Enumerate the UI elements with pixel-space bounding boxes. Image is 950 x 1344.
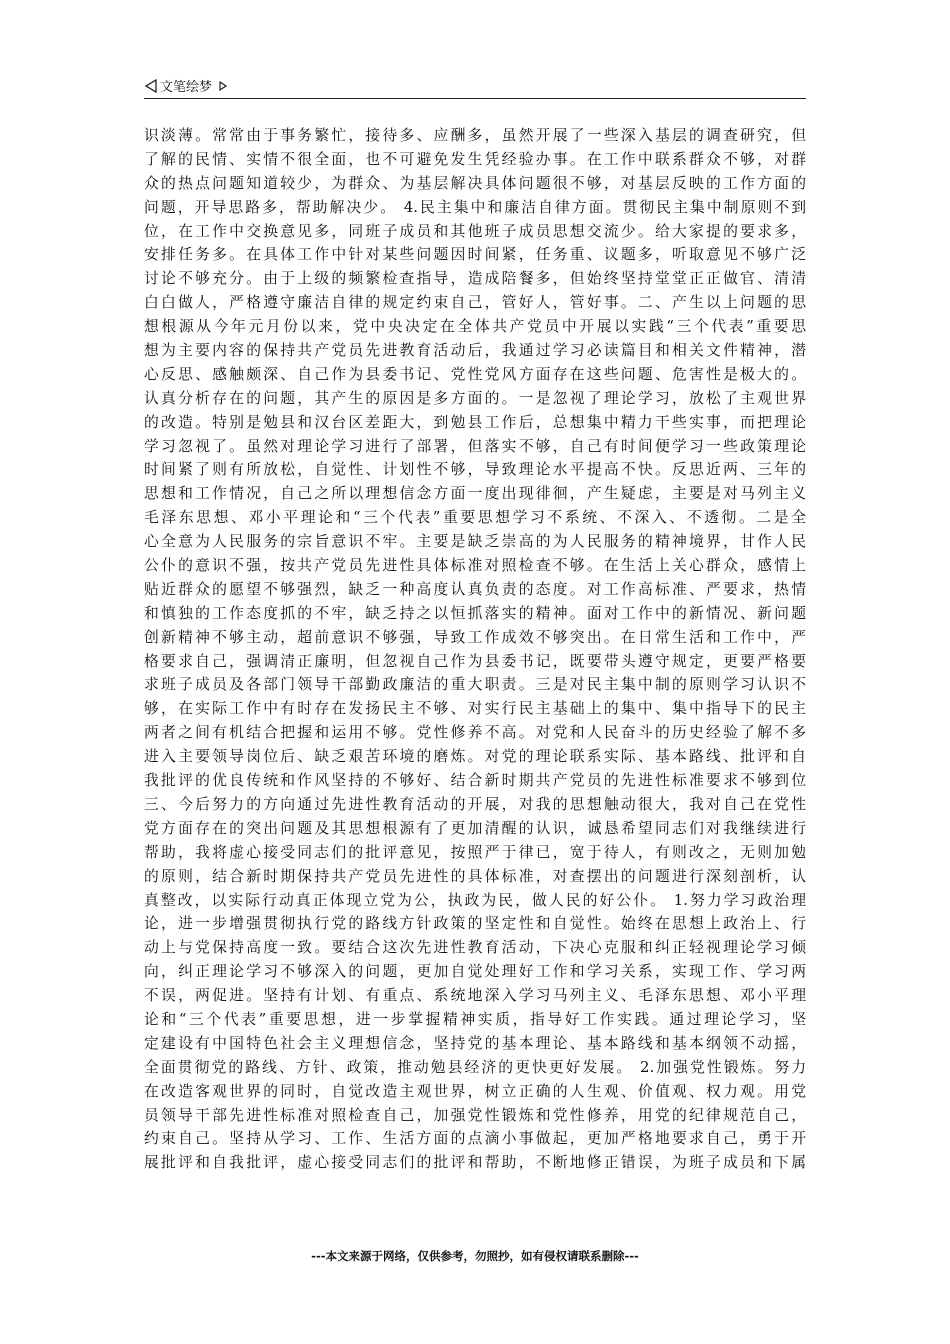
page-header <box>144 72 806 99</box>
text-line: 全面贯彻党的路线、方针、政策，推动勉县经济的更快更好发展。 2.加强党性锻炼。努力 <box>144 1058 806 1076</box>
text-line: 的改造。特别是勉县和汉台区差距大，到勉县工作后，总想集中精力干些实事，而把理论 <box>144 413 806 431</box>
text-line: 向，纠正理论学习不够深入的问题，更加自觉处理好工作和学习关系，实现工作、学习两 <box>144 963 806 981</box>
text-line: 创新精神不够主动，超前意识不够强，导致工作成效不够突出。在日常生活和工作中，严 <box>144 628 806 646</box>
text-line: 我批评的优良传统和作风坚持的不够好、结合新时期共产党员的先进性标准要求不够到位 <box>144 772 806 790</box>
text-line: 的原则，结合新时期保持共产党员先进性的具体标准，对查摆出的问题进行深刻剖析，认 <box>144 867 806 885</box>
brand-label: 文笔绘梦 <box>160 80 213 95</box>
text-line: 了解的民情、实情不很全面，也不可避免发生凭经验办事。在工作中联系群众不够，对群 <box>144 150 806 168</box>
text-line: 不误，两促进。坚持有计划、有重点、系统地深入学习马列主义、毛泽东思想、邓小平理 <box>144 987 806 1005</box>
text-line: 想为主要内容的保持共产党员先进教育活动后，我通过学习必读篇目和相关文件精神，潜 <box>144 342 806 360</box>
text-line: 三、今后努力的方向通过先进性教育活动的开展，对我的思想触动很大，我对自己在党性 <box>144 795 806 813</box>
text-line: 公仆的意识不强，按共产党员先进性具体标准对照检查不够。在生活上关心群众，感情上 <box>144 557 806 575</box>
text-line: 帮助，我将虚心接受同志们的批评意见，按照严于律已，宽于待人，有则改之，无则加勉 <box>144 843 806 861</box>
text-line: 位，在工作中交换意见多，同班子成员和其他班子成员思想交流少。给大家提的要求多， <box>144 222 806 240</box>
text-line: 贴近群众的愿望不够强烈，缺乏一种高度认真负责的态度。对工作高标准、严要求，热情 <box>144 580 806 598</box>
text-line: 进入主要领导岗位后、缺乏艰苦环境的磨炼。对党的理论联系实际、基本路线、批评和自 <box>144 748 806 766</box>
text-line: 动上与党保持高度一致。要结合这次先进性教育活动，下决心克服和纠正轻视理论学习倾 <box>144 939 806 957</box>
text-line: 格要求自己，强调清正廉明，但忽视自己作为县委书记，既要带头遵守规定，更要严格要 <box>144 652 806 670</box>
text-line: 论，进一步增强贯彻执行党的路线方针政策的坚定性和自觉性。始终在思想上政治上、行 <box>144 915 806 933</box>
text-line: 够，在实际工作中有时存在发扬民主不够、对实行民主基础上的集中、集中指导下的民主 <box>144 700 806 718</box>
left-triangle-icon <box>144 79 158 93</box>
text-line: 识淡薄。常常由于事务繁忙，接待多、应酬多，虽然开展了一些深入基层的调查研究，但 <box>144 127 806 144</box>
text-line: 想根源从今年元月份以来，党中央决定在全体共产党员中开展以实践“三个代表”重要思 <box>144 318 806 336</box>
footer-disclaimer: ---本文来源于网络，仅供参考，勿照抄，如有侵权请联系删除--- <box>311 1249 639 1263</box>
text-line: 心全意为人民服务的宗旨意识不牢。主要是缺乏崇高的为人民服务的精神境界，甘作人民 <box>144 533 806 551</box>
text-line: 定建设有中国特色社会主义理想信念，坚持党的基本理论、基本路线和基本纲领不动摇， <box>144 1034 806 1052</box>
document-body <box>144 124 806 1175</box>
text-line: 两者之间有机结合把握和运用不够。党性修养不高。对党和人民奋斗的历史经验了解不多 <box>144 724 806 742</box>
text-line: 约束自己。坚持从学习、工作、生活方面的点滴小事做起，更加严格地要求自己，勇于开 <box>144 1130 806 1148</box>
text-line: 认真分析存在的问题，其产生的原因是多方面的。一是忽视了理论学习，放松了主观世界 <box>144 389 806 407</box>
brand <box>144 76 228 95</box>
text-line: 安排任务多。在具体工作中针对某些问题因时间紧，任务重、议题多，听取意见不够广泛 <box>144 246 806 264</box>
text-line: 问题，开导思路多，帮助解决少。 4.民主集中和廉洁自律方面。贯彻民主集中制原则不到 <box>144 198 806 216</box>
text-line: 思想和工作情况，自己之所以理想信念方面一度出现徘徊，产生疑虑，主要是对马列主义 <box>144 485 806 503</box>
text-line: 党方面存在的突出问题及其思想根源有了更加清醒的认识，诚恳希望同志们对我继续进行 <box>144 819 806 837</box>
text-line: 讨论不够充分。由于上级的频繁检查指导，造成陪餐多，但始终坚持堂堂正正做官、清清 <box>144 270 806 288</box>
right-triangle-icon <box>218 80 228 92</box>
text-line: 白白做人，严格遵守廉洁自律的规定约束自己，管好人，管好事。二、产生以上问题的思 <box>144 294 806 312</box>
text-line: 论和“三个代表”重要思想，进一步掌握精神实质，指导好工作实践。通过理论学习，坚 <box>144 1010 806 1028</box>
text-line: 求班子成员及各部门领导干部勤政廉洁的重大职责。三是对民主集中制的原则学习认识不 <box>144 676 806 694</box>
text-line: 时间紧了则有所放松，自觉性、计划性不够，导致理论水平提高不快。反思近两、三年的 <box>144 461 806 479</box>
text-line: 展批评和自我批评，虚心接受同志们的批评和帮助，不断地修正错误，为班子成员和下属 <box>144 1154 806 1172</box>
text-line: 众的热点问题知道较少，为群众、为基层解决具体问题很不够，对基层反映的工作方面的 <box>144 174 806 192</box>
text-line: 心反思、感触颇深、自己作为县委书记、党性党风方面存在这些问题、危害性是极大的。 <box>144 365 806 383</box>
text-line: 真整改，以实际行动真正体现立党为公，执政为民，做人民的好公仆。 1.努力学习政治理 <box>144 891 806 909</box>
text-line: 毛泽东思想、邓小平理论和“三个代表”重要思想学习不系统、不深入、不透彻。二是全 <box>144 509 806 527</box>
text-line: 和慎独的工作态度抓的不牢，缺乏持之以恒抓落实的精神。面对工作中的新情况、新问题 <box>144 604 806 622</box>
text-line: 学习忽视了。虽然对理论学习进行了部署，但落实不够，自己有时间便学习一些政策理论 <box>144 437 806 455</box>
text-line: 在改造客观世界的同时，自觉改造主观世界，树立正确的人生观、价值观、权力观。用党 <box>144 1082 806 1100</box>
text-line: 员领导干部先进性标准对照检查自己，加强党性锻炼和党性修养，用党的纪律规范自己， <box>144 1106 806 1124</box>
